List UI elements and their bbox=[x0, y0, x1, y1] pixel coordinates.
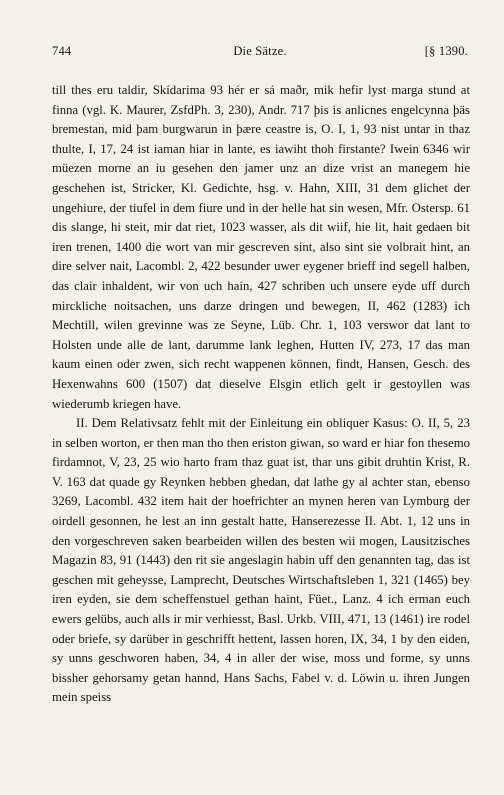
paragraph-continued: till thes eru taldir, Skídarima 93 hér er sá maðr, mik hefir lyst marga stund at finna (vgl. K. Maurer, ZsfdPh. 3, 230), Andr. 717 þis is anlicnes engelcynna þäs bremestan, mid þam burgwarun in þære ceastre is, O. I, 1, 93 nist untar in thaz thulte, I, 17, 24 ist iaman hiar in lante, es iawiht thoh firstante? Iwein 6346 wir müezen morne an iu gesehen den jamer unz an dize vrist an manegem hie geschehen ist, Stricker, Kl. Gedichte, hsg. v. Hahn, XIII, 31 dem glichet der ungehiure, der tiufel in dem fiure und in der helle hat sin wesen, Mfr. Ostersp. 61 dis slange, hi steit, mir dat riet, 1023 wasser, als dit wiif, hie lit, hait gedaen bit iren trenen, 1400 die wort van mir gescreven sint, also sint sie volbrait hint, an dire selver nait, Lacombl. 2, 422 besunder uwer eygener brieff ind segell halben, das clair inhaldent, wir von uch hain, 427 schriben uch unsere eyde uff durch mirckliche noitsachen, uns darze dringen und bewegen, II, 462 (1283) ich Mechtill, wilen grevinne was ze Seyne, Lüb. Chr. 1, 103 verswor dat lant to Holsten unde alle de lant, darumme lank leghen, Hutten IV, 273, 17 das man kaum einen oder zwen, sich recht wappenen können, findt, Hansen, Gesch. des Hexenwahns 600 (1507) dat dieselve Elsgin etlich gelt ir gestoyllen was wiederumb kriegen have. bbox=[52, 83, 470, 411]
page-number: 744 bbox=[52, 44, 72, 58]
running-header bbox=[52, 44, 470, 59]
paragraph-section-ii: II. Dem Relativsatz fehlt mit der Einleitung ein obliquer Kasus: O. II, 5, 23 in selben worton, er then man tho then eriston giwan, so ward er hiar fon thesemo firdamnot, V, 23, 25 wio harto fram thaz guat ist, thar uns gibit druhtin Krist, R. V. 163 dat quade gy Reynken hebben ghedan, dat lathe gy al achter stan, ebenso 3269, Lacombl. 432 item hait der hoefrichter an mynen heren van Lymburg der oirdell gesonnen, he lest an inn gestalt hatte, Hanserezesse II. Abt. 1, 12 uns in den vorgeschreven saken bearbeiden willen des besten wii mogen, Lausitzisches Magazin 83, 91 (1443) den rit sie angeslagin habin uff den genannten tag, das ist geschen mit geheysse, Lamprecht, Deutsches Wirtschaftsleben 1, 321 (1465) bey iren eyden, sie dem scheffenstuel gethan haint, Füet., Lanz. 4 ich erman euch ewers gelübs, auch alls ir mir verhiesst, Basl. Urkb. VIII, 471, 13 (1461) ire rodel oder briefe, sy darüber in geschrifft hettent, lassen horen, IX, 34, 1 by den eiden, sy unns geschworen haben, 34, 4 in aller der wise, moss und forme, sy unns bissher gehorsamy getan hannd, Hans Sachs, Fabel v. d. Löwin u. ihren Jungen mein speiss bbox=[52, 416, 470, 705]
running-title: Die Sätze. bbox=[233, 44, 287, 58]
page-body bbox=[52, 81, 470, 708]
section-number: [§ 1390. bbox=[424, 44, 468, 58]
